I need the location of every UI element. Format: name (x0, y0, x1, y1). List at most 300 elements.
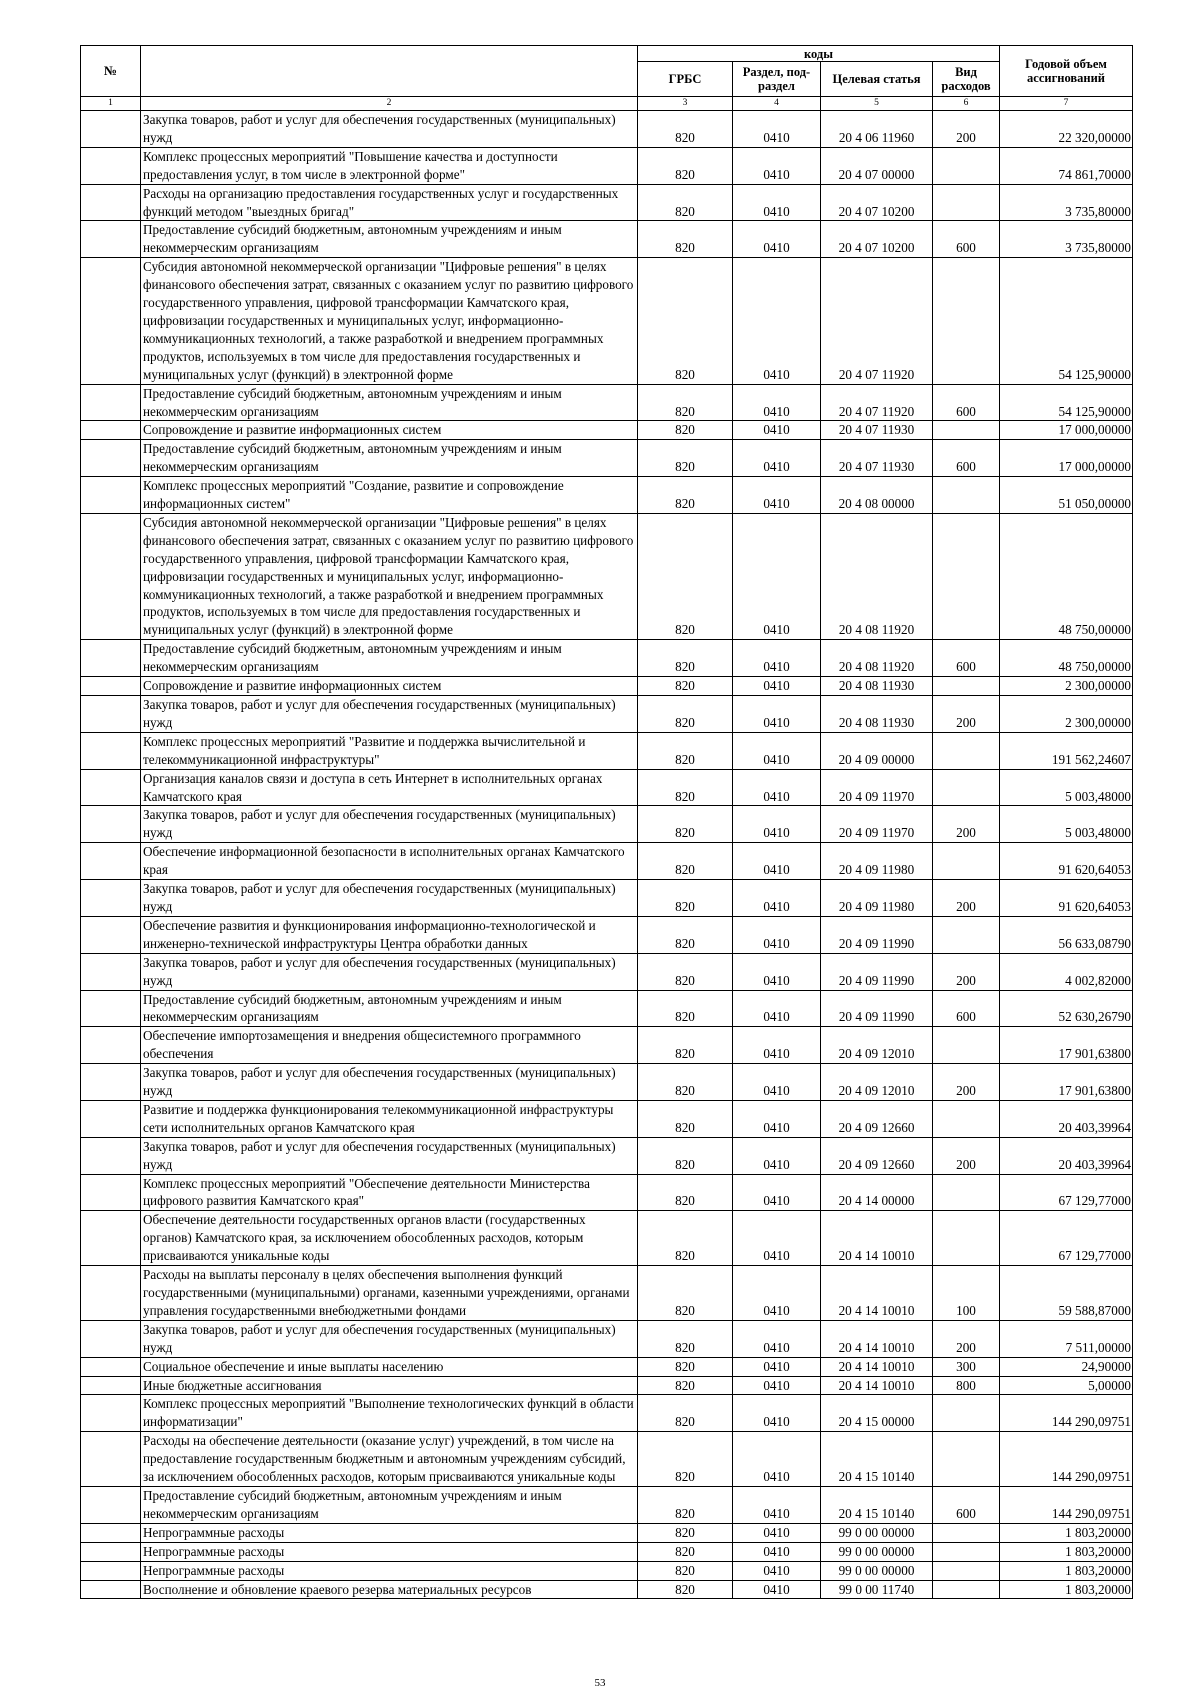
cell-name: Восполнение и обновление краевого резерва материальных ресурсов (141, 1580, 638, 1599)
cell-grbs: 820 (638, 732, 733, 769)
cell-grbs: 820 (638, 1174, 733, 1211)
table-row (81, 1486, 1133, 1523)
cell-number (81, 1174, 141, 1211)
cell-section: 0410 (733, 1174, 821, 1211)
cell-grbs: 820 (638, 696, 733, 733)
table-row (81, 147, 1133, 184)
cell-expense-kind (933, 184, 1000, 221)
cell-expense-kind (933, 1432, 1000, 1487)
cell-name: Субсидия автономной некоммерческой организации "Цифровые решения" в целях финансового обеспечения затрат, связанных с оказанием услуг по развитию цифрового государственного управления, цифровой трансформации Камчатского края, цифровизации государственных и муниципальных услуг, информационно-коммуникационных технологий, а также разработкой и внедрением программных продуктов, используемых в том числе для предоставления государственных и муниципальных услуг (функций) в электронной форме (141, 513, 638, 639)
cell-name: Комплекс процессных мероприятий "Создание, развитие и сопровождение информационных систем" (141, 477, 638, 514)
table-row (81, 221, 1133, 258)
cell-target-article: 20 4 09 12660 (821, 1137, 933, 1174)
cell-name: Социальное обеспечение и иные выплаты населению (141, 1357, 638, 1376)
table-row (81, 916, 1133, 953)
cell-section: 0410 (733, 258, 821, 384)
cell-name: Организация каналов связи и доступа в сеть Интернет в исполнительных органах Камчатского края (141, 769, 638, 806)
table-row (81, 1320, 1133, 1357)
cell-section: 0410 (733, 1266, 821, 1321)
cell-section: 0410 (733, 953, 821, 990)
cell-target-article: 20 4 09 11990 (821, 916, 933, 953)
cell-section: 0410 (733, 769, 821, 806)
cell-amount: 5,00000 (1000, 1376, 1133, 1395)
cell-grbs: 820 (638, 1580, 733, 1599)
cell-grbs: 820 (638, 1320, 733, 1357)
cell-name: Расходы на организацию предоставления государственных услуг и государственных функций методом "выездных бригад" (141, 184, 638, 221)
table-row (81, 640, 1133, 677)
table-row (81, 806, 1133, 843)
cell-name: Сопровождение и развитие информационных систем (141, 677, 638, 696)
cell-number (81, 184, 141, 221)
cell-grbs: 820 (638, 1486, 733, 1523)
cell-number (81, 1211, 141, 1266)
header-name (141, 46, 638, 97)
cell-number (81, 953, 141, 990)
cell-grbs: 820 (638, 1137, 733, 1174)
cell-grbs: 820 (638, 1357, 733, 1376)
cell-amount: 17 000,00000 (1000, 421, 1133, 440)
cell-amount: 24,90000 (1000, 1357, 1133, 1376)
cell-amount: 5 003,48000 (1000, 769, 1133, 806)
cell-name: Обеспечение информационной безопасности в исполнительных органах Камчатского края (141, 843, 638, 880)
table-row (81, 990, 1133, 1027)
cell-target-article: 20 4 14 10010 (821, 1211, 933, 1266)
table-row (81, 1100, 1133, 1137)
cell-grbs: 820 (638, 806, 733, 843)
cell-name: Непрограммные расходы (141, 1561, 638, 1580)
cell-section: 0410 (733, 1395, 821, 1432)
cell-section: 0410 (733, 1100, 821, 1137)
cell-amount: 144 290,09751 (1000, 1486, 1133, 1523)
cell-expense-kind: 600 (933, 1486, 1000, 1523)
cell-expense-kind (933, 916, 1000, 953)
cell-section: 0410 (733, 1064, 821, 1101)
cell-amount: 1 803,20000 (1000, 1580, 1133, 1599)
cell-target-article: 20 4 15 10140 (821, 1432, 933, 1487)
cell-target-article: 99 0 00 00000 (821, 1523, 933, 1542)
cell-section: 0410 (733, 640, 821, 677)
table-row (81, 1542, 1133, 1561)
cell-number (81, 769, 141, 806)
cell-expense-kind: 600 (933, 640, 1000, 677)
cell-grbs: 820 (638, 1211, 733, 1266)
cell-target-article: 99 0 00 11740 (821, 1580, 933, 1599)
cell-name: Обеспечение развития и функционирования информационно-технологической и инженерно-технической инфраструктуры Центра обработки данных (141, 916, 638, 953)
cell-amount: 1 803,20000 (1000, 1523, 1133, 1542)
cell-grbs: 820 (638, 1376, 733, 1395)
cell-amount: 67 129,77000 (1000, 1174, 1133, 1211)
cell-expense-kind (933, 1523, 1000, 1542)
cell-number (81, 111, 141, 148)
cell-target-article: 20 4 15 10140 (821, 1486, 933, 1523)
cell-amount: 5 003,48000 (1000, 806, 1133, 843)
cell-name: Закупка товаров, работ и услуг для обеспечения государственных (муниципальных) нужд (141, 111, 638, 148)
cell-amount: 1 803,20000 (1000, 1542, 1133, 1561)
cell-target-article: 20 4 09 11990 (821, 953, 933, 990)
cell-section: 0410 (733, 880, 821, 917)
cell-section: 0410 (733, 1137, 821, 1174)
table-row (81, 1064, 1133, 1101)
cell-target-article: 99 0 00 00000 (821, 1561, 933, 1580)
cell-name: Закупка товаров, работ и услуг для обеспечения государственных (муниципальных) нужд (141, 1137, 638, 1174)
cell-amount: 3 735,80000 (1000, 221, 1133, 258)
cell-grbs: 820 (638, 1266, 733, 1321)
cell-target-article: 20 4 14 00000 (821, 1174, 933, 1211)
cell-number (81, 258, 141, 384)
cell-amount: 2 300,00000 (1000, 696, 1133, 733)
cell-target-article: 20 4 09 12010 (821, 1027, 933, 1064)
cell-name: Закупка товаров, работ и услуг для обеспечения государственных (муниципальных) нужд (141, 1064, 638, 1101)
cell-expense-kind (933, 769, 1000, 806)
cell-expense-kind (933, 1395, 1000, 1432)
cell-expense-kind: 600 (933, 990, 1000, 1027)
cell-section: 0410 (733, 1357, 821, 1376)
cell-name: Непрограммные расходы (141, 1542, 638, 1561)
cell-number (81, 1137, 141, 1174)
cell-number (81, 513, 141, 639)
cell-amount: 48 750,00000 (1000, 640, 1133, 677)
cell-expense-kind (933, 421, 1000, 440)
cell-section: 0410 (733, 384, 821, 421)
header-number: № (81, 46, 141, 97)
cell-target-article: 20 4 09 00000 (821, 732, 933, 769)
header-annual-volume: Годовой объем ассигнований (1000, 46, 1133, 97)
table-row (81, 1137, 1133, 1174)
cell-amount: 48 750,00000 (1000, 513, 1133, 639)
header-section: Раздел, под-раздел (733, 62, 821, 97)
cell-number (81, 843, 141, 880)
cell-amount: 54 125,90000 (1000, 258, 1133, 384)
cell-amount: 144 290,09751 (1000, 1395, 1133, 1432)
cell-number (81, 421, 141, 440)
cell-number (81, 1542, 141, 1561)
cell-amount: 20 403,39964 (1000, 1137, 1133, 1174)
cell-target-article: 20 4 07 11930 (821, 421, 933, 440)
cell-expense-kind (933, 1542, 1000, 1561)
cell-name: Предоставление субсидий бюджетным, автономным учреждениям и иным некоммерческим организациям (141, 221, 638, 258)
cell-name: Комплекс процессных мероприятий "Повышение качества и доступности предоставления услуг, в том числе в электронной форме" (141, 147, 638, 184)
table-row (81, 111, 1133, 148)
cell-amount: 56 633,08790 (1000, 916, 1133, 953)
cell-amount: 144 290,09751 (1000, 1432, 1133, 1487)
cell-name: Расходы на обеспечение деятельности (оказание услуг) учреждений, в том числе на предоставление государственным бюджетным и автономным учреждениям субсидий, за исключением обособленных расходов, которым присваиваются уникальные коды (141, 1432, 638, 1487)
cell-target-article: 20 4 07 11920 (821, 384, 933, 421)
cell-number (81, 1376, 141, 1395)
cell-number (81, 1357, 141, 1376)
cell-name: Предоставление субсидий бюджетным, автономным учреждениям и иным некоммерческим организациям (141, 440, 638, 477)
cell-target-article: 20 4 14 10010 (821, 1266, 933, 1321)
cell-grbs: 820 (638, 990, 733, 1027)
cell-name: Обеспечение деятельности государственных органов власти (государственных органов) Камчатского края, за исключением обособленных расходов, которым присваиваются уникальные коды (141, 1211, 638, 1266)
cell-expense-kind (933, 732, 1000, 769)
table-row (81, 732, 1133, 769)
cell-name: Предоставление субсидий бюджетным, автономным учреждениям и иным некоммерческим организациям (141, 640, 638, 677)
cell-grbs: 820 (638, 111, 733, 148)
cell-grbs: 820 (638, 384, 733, 421)
cell-amount: 2 300,00000 (1000, 677, 1133, 696)
cell-number (81, 1523, 141, 1542)
cell-section: 0410 (733, 221, 821, 258)
cell-amount: 17 901,63800 (1000, 1027, 1133, 1064)
cell-target-article: 20 4 09 11990 (821, 990, 933, 1027)
cell-target-article: 20 4 15 00000 (821, 1395, 933, 1432)
cell-number (81, 1561, 141, 1580)
cell-amount: 3 735,80000 (1000, 184, 1133, 221)
cell-number (81, 1486, 141, 1523)
table-row (81, 677, 1133, 696)
page-number: 53 (594, 1677, 606, 1689)
cell-grbs: 820 (638, 513, 733, 639)
cell-expense-kind (933, 1211, 1000, 1266)
cell-name: Закупка товаров, работ и услуг для обеспечения государственных (муниципальных) нужд (141, 953, 638, 990)
cell-name: Закупка товаров, работ и услуг для обеспечения государственных (муниципальных) нужд (141, 696, 638, 733)
cell-target-article: 20 4 09 12660 (821, 1100, 933, 1137)
cell-number (81, 732, 141, 769)
cell-expense-kind: 200 (933, 1320, 1000, 1357)
cell-number (81, 221, 141, 258)
cell-section: 0410 (733, 990, 821, 1027)
column-number-6: 6 (933, 97, 1000, 111)
table-row (81, 258, 1133, 384)
cell-section: 0410 (733, 1542, 821, 1561)
cell-number (81, 640, 141, 677)
cell-amount: 74 861,70000 (1000, 147, 1133, 184)
table-row (81, 880, 1133, 917)
table-row (81, 1432, 1133, 1487)
cell-name: Закупка товаров, работ и услуг для обеспечения государственных (муниципальных) нужд (141, 806, 638, 843)
cell-grbs: 820 (638, 953, 733, 990)
table-row (81, 384, 1133, 421)
cell-number (81, 990, 141, 1027)
cell-name: Расходы на выплаты персоналу в целях обеспечения выполнения функций государственными (муниципальными) органами, казенными учреждениями, органами управления государственными внебюджетными фондами (141, 1266, 638, 1321)
cell-expense-kind (933, 677, 1000, 696)
cell-target-article: 20 4 09 11970 (821, 769, 933, 806)
cell-target-article: 20 4 07 11930 (821, 440, 933, 477)
header-expense-kind: Вид расходов (933, 62, 1000, 97)
cell-target-article: 20 4 09 12010 (821, 1064, 933, 1101)
cell-section: 0410 (733, 1561, 821, 1580)
table-row (81, 513, 1133, 639)
table-row (81, 477, 1133, 514)
cell-name: Непрограммные расходы (141, 1523, 638, 1542)
cell-expense-kind (933, 1027, 1000, 1064)
budget-table (80, 45, 1133, 1599)
cell-grbs: 820 (638, 477, 733, 514)
cell-amount: 20 403,39964 (1000, 1100, 1133, 1137)
cell-grbs: 820 (638, 1542, 733, 1561)
cell-section: 0410 (733, 677, 821, 696)
table-body (81, 111, 1133, 1599)
cell-expense-kind: 200 (933, 880, 1000, 917)
cell-section: 0410 (733, 1376, 821, 1395)
cell-target-article: 20 4 14 10010 (821, 1357, 933, 1376)
cell-expense-kind: 200 (933, 1137, 1000, 1174)
cell-amount: 22 320,00000 (1000, 111, 1133, 148)
cell-section: 0410 (733, 843, 821, 880)
cell-expense-kind (933, 1561, 1000, 1580)
table-row (81, 1395, 1133, 1432)
cell-name: Закупка товаров, работ и услуг для обеспечения государственных (муниципальных) нужд (141, 880, 638, 917)
cell-number (81, 696, 141, 733)
cell-number (81, 806, 141, 843)
cell-number (81, 384, 141, 421)
cell-section: 0410 (733, 440, 821, 477)
column-number-1: 1 (81, 97, 141, 111)
cell-grbs: 820 (638, 221, 733, 258)
cell-amount: 54 125,90000 (1000, 384, 1133, 421)
cell-section: 0410 (733, 1580, 821, 1599)
cell-number (81, 1266, 141, 1321)
cell-grbs: 820 (638, 916, 733, 953)
table-row (81, 696, 1133, 733)
cell-amount: 7 511,00000 (1000, 1320, 1133, 1357)
header-grbs: ГРБС (638, 62, 733, 97)
cell-amount: 59 588,87000 (1000, 1266, 1133, 1321)
cell-expense-kind: 600 (933, 221, 1000, 258)
cell-target-article: 20 4 08 00000 (821, 477, 933, 514)
cell-number (81, 1027, 141, 1064)
cell-grbs: 820 (638, 184, 733, 221)
cell-expense-kind: 600 (933, 440, 1000, 477)
cell-name: Обеспечение импортозамещения и внедрения общесистемного программного обеспечения (141, 1027, 638, 1064)
cell-amount: 52 630,26790 (1000, 990, 1133, 1027)
cell-name: Закупка товаров, работ и услуг для обеспечения государственных (муниципальных) нужд (141, 1320, 638, 1357)
cell-section: 0410 (733, 477, 821, 514)
table-row (81, 843, 1133, 880)
cell-section: 0410 (733, 111, 821, 148)
cell-grbs: 820 (638, 843, 733, 880)
cell-name: Сопровождение и развитие информационных систем (141, 421, 638, 440)
cell-target-article: 20 4 08 11930 (821, 677, 933, 696)
cell-amount: 91 620,64053 (1000, 880, 1133, 917)
table-row (81, 1174, 1133, 1211)
cell-expense-kind (933, 513, 1000, 639)
cell-target-article: 20 4 07 00000 (821, 147, 933, 184)
cell-number (81, 1064, 141, 1101)
table-row (81, 1211, 1133, 1266)
cell-target-article: 20 4 08 11920 (821, 640, 933, 677)
table-row (81, 184, 1133, 221)
table-header (81, 46, 1133, 111)
cell-grbs: 820 (638, 1432, 733, 1487)
cell-grbs: 820 (638, 147, 733, 184)
cell-target-article: 20 4 14 10010 (821, 1320, 933, 1357)
cell-expense-kind: 300 (933, 1357, 1000, 1376)
cell-number (81, 147, 141, 184)
cell-amount: 191 562,24607 (1000, 732, 1133, 769)
cell-amount: 91 620,64053 (1000, 843, 1133, 880)
cell-expense-kind: 200 (933, 696, 1000, 733)
cell-expense-kind (933, 147, 1000, 184)
cell-grbs: 820 (638, 258, 733, 384)
cell-expense-kind: 200 (933, 111, 1000, 148)
cell-grbs: 820 (638, 1561, 733, 1580)
cell-number (81, 677, 141, 696)
cell-section: 0410 (733, 806, 821, 843)
column-number-3: 3 (638, 97, 733, 111)
cell-grbs: 820 (638, 769, 733, 806)
cell-target-article: 20 4 08 11920 (821, 513, 933, 639)
column-number-5: 5 (821, 97, 933, 111)
cell-section: 0410 (733, 916, 821, 953)
cell-grbs: 820 (638, 677, 733, 696)
column-number-4: 4 (733, 97, 821, 111)
cell-section: 0410 (733, 696, 821, 733)
cell-number (81, 880, 141, 917)
cell-section: 0410 (733, 147, 821, 184)
cell-name: Предоставление субсидий бюджетным, автономным учреждениям и иным некоммерческим организациям (141, 990, 638, 1027)
table-row (81, 1027, 1133, 1064)
cell-section: 0410 (733, 1432, 821, 1487)
cell-target-article: 20 4 07 11920 (821, 258, 933, 384)
cell-section: 0410 (733, 184, 821, 221)
cell-number (81, 477, 141, 514)
cell-target-article: 20 4 07 10200 (821, 221, 933, 258)
cell-expense-kind (933, 1100, 1000, 1137)
table-row (81, 1580, 1133, 1599)
cell-section: 0410 (733, 1523, 821, 1542)
cell-expense-kind (933, 258, 1000, 384)
cell-amount: 51 050,00000 (1000, 477, 1133, 514)
cell-grbs: 820 (638, 1100, 733, 1137)
column-number-2: 2 (141, 97, 638, 111)
table-row (81, 1376, 1133, 1395)
table-row (81, 1266, 1133, 1321)
table-row (81, 440, 1133, 477)
table-row (81, 1561, 1133, 1580)
cell-name: Иные бюджетные ассигнования (141, 1376, 638, 1395)
cell-target-article: 20 4 09 11980 (821, 843, 933, 880)
cell-target-article: 20 4 06 11960 (821, 111, 933, 148)
table-row (81, 953, 1133, 990)
cell-expense-kind (933, 843, 1000, 880)
cell-expense-kind: 200 (933, 806, 1000, 843)
cell-target-article: 20 4 09 11970 (821, 806, 933, 843)
cell-section: 0410 (733, 1027, 821, 1064)
cell-number (81, 1100, 141, 1137)
cell-expense-kind: 200 (933, 1064, 1000, 1101)
cell-name: Развитие и поддержка функционирования телекоммуникационной инфраструктуры сети исполнительных органов Камчатского края (141, 1100, 638, 1137)
table-row (81, 1357, 1133, 1376)
cell-amount: 4 002,82000 (1000, 953, 1133, 990)
header-target-article: Целевая статья (821, 62, 933, 97)
cell-target-article: 99 0 00 00000 (821, 1542, 933, 1561)
cell-section: 0410 (733, 1486, 821, 1523)
cell-name: Субсидия автономной некоммерческой организации "Цифровые решения" в целях финансового обеспечения затрат, связанных с оказанием услуг по развитию цифрового государственного управления, цифровой трансформации Камчатского края, цифровизации государственных и муниципальных услуг, информационно-коммуникационных технологий, а также разработкой и внедрением программных продуктов, используемых в том числе для предоставления государственных и муниципальных услуг (функций) в электронной форме (141, 258, 638, 384)
cell-expense-kind: 800 (933, 1376, 1000, 1395)
cell-expense-kind: 600 (933, 384, 1000, 421)
cell-grbs: 820 (638, 880, 733, 917)
cell-grbs: 820 (638, 1064, 733, 1101)
cell-number (81, 440, 141, 477)
cell-grbs: 820 (638, 421, 733, 440)
cell-section: 0410 (733, 1211, 821, 1266)
cell-grbs: 820 (638, 1523, 733, 1542)
cell-section: 0410 (733, 732, 821, 769)
cell-expense-kind: 200 (933, 953, 1000, 990)
cell-target-article: 20 4 07 10200 (821, 184, 933, 221)
cell-expense-kind (933, 1174, 1000, 1211)
cell-grbs: 820 (638, 440, 733, 477)
cell-number (81, 1395, 141, 1432)
cell-number (81, 1432, 141, 1487)
cell-name: Комплекс процессных мероприятий "Выполнение технологических функций в области информатизации" (141, 1395, 638, 1432)
table-row (81, 1523, 1133, 1542)
cell-name: Комплекс процессных мероприятий "Обеспечение деятельности Министерства цифрового развития Камчатского края" (141, 1174, 638, 1211)
cell-grbs: 820 (638, 1395, 733, 1432)
cell-expense-kind (933, 1580, 1000, 1599)
cell-target-article: 20 4 09 11980 (821, 880, 933, 917)
